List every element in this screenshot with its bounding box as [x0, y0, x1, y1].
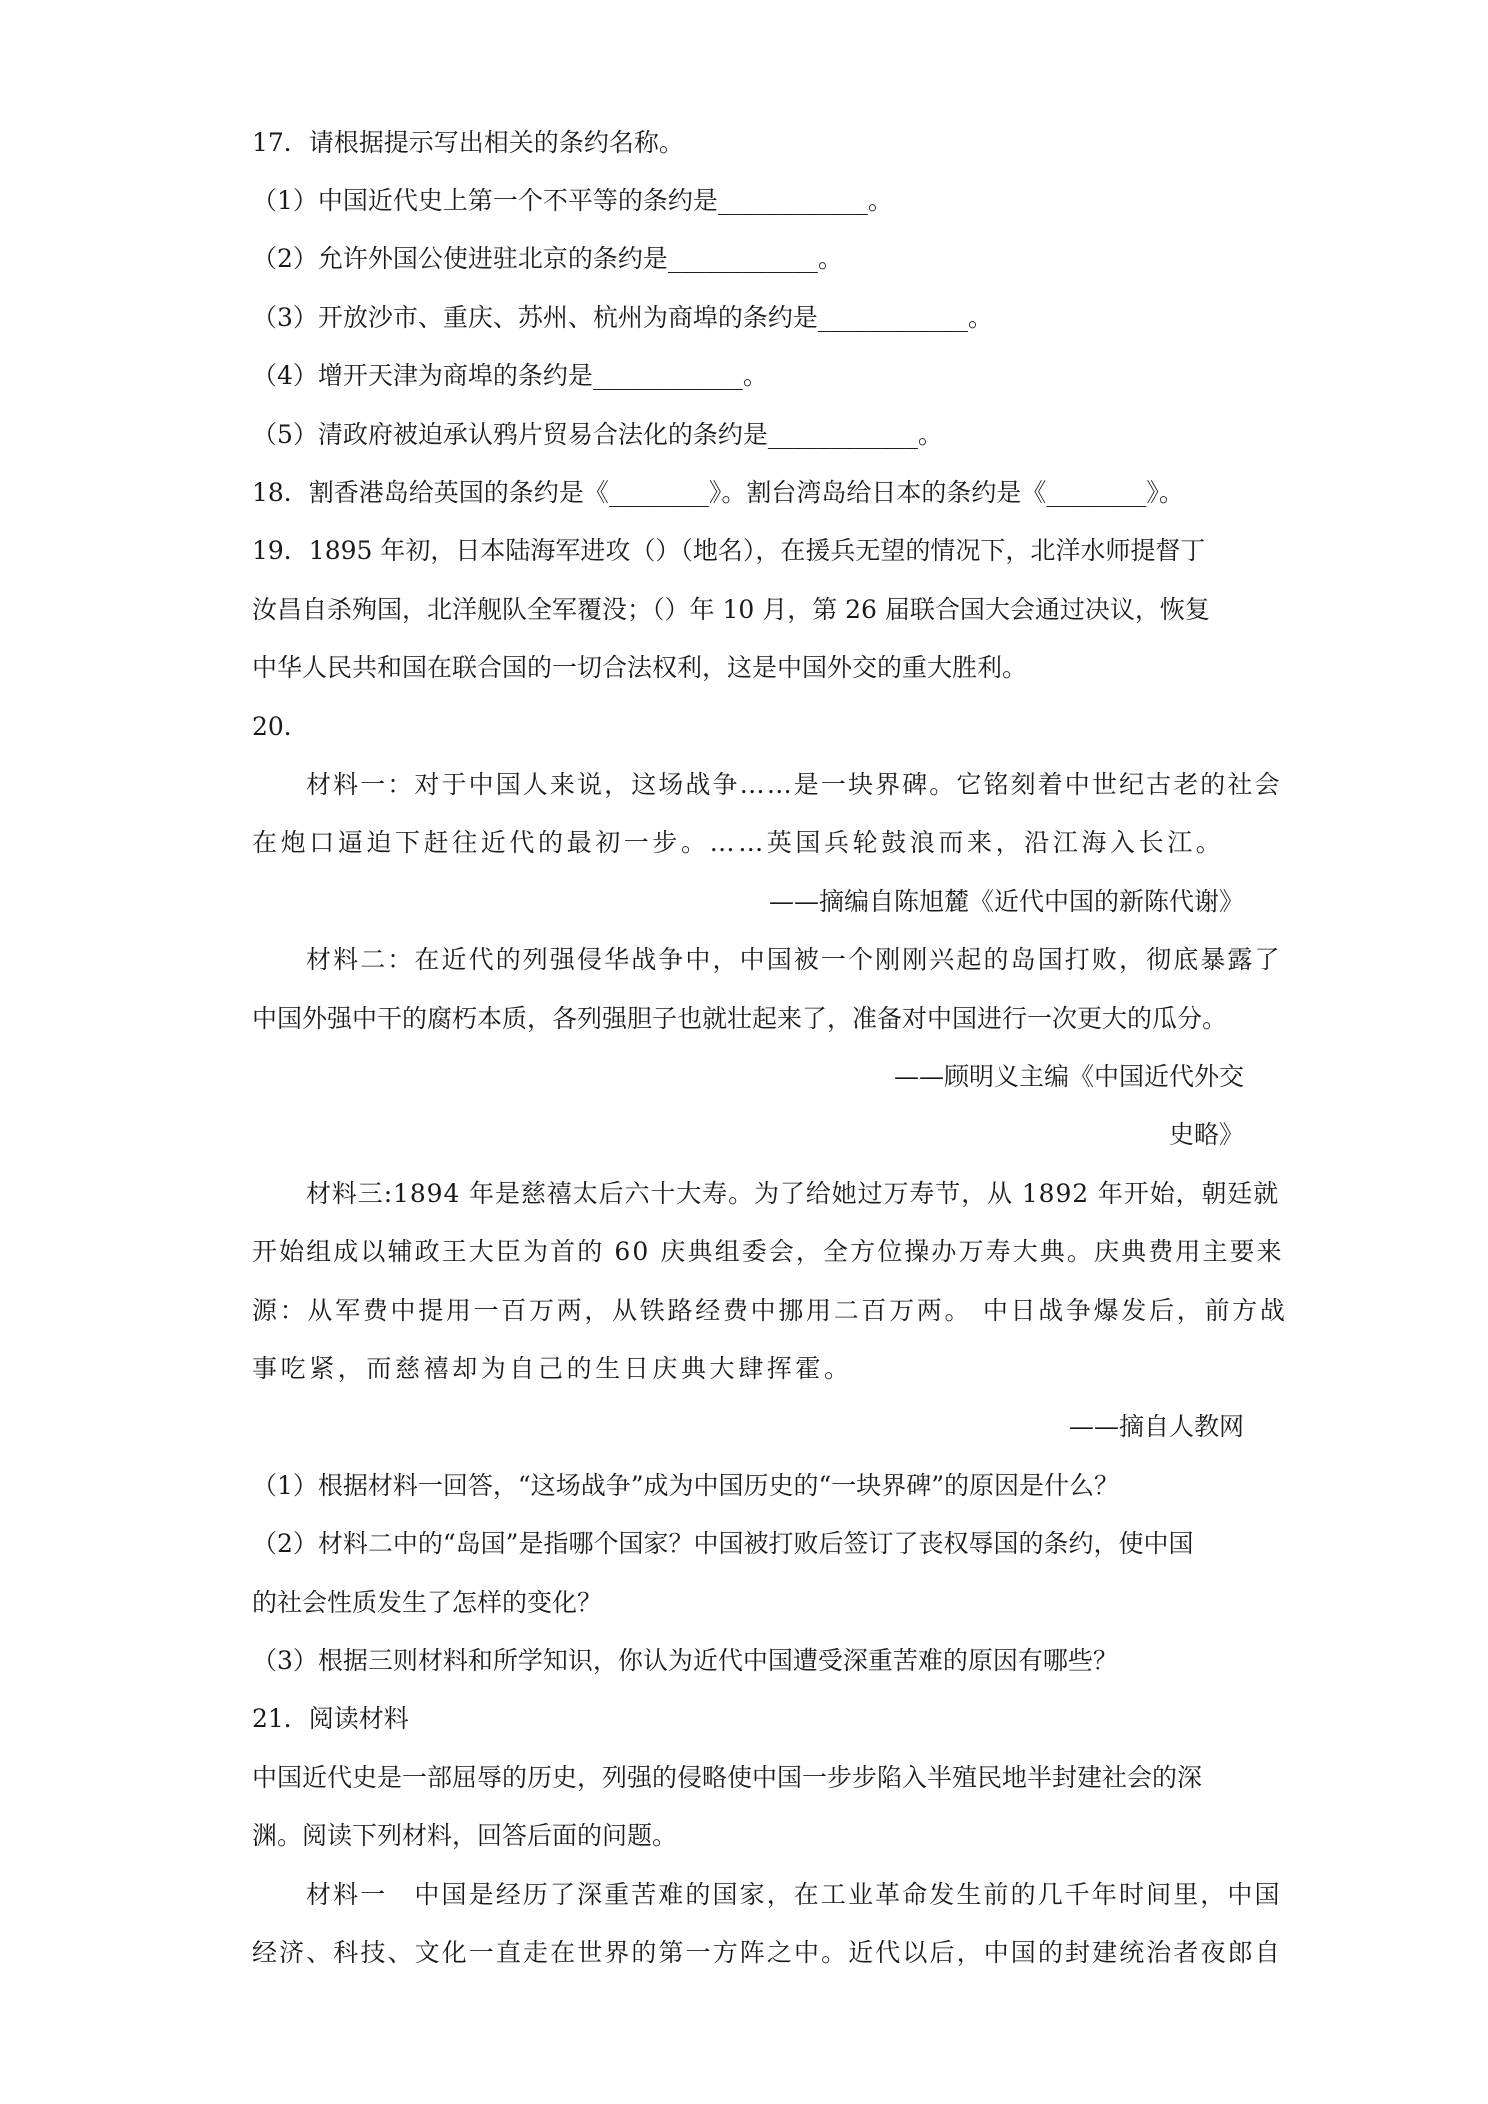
q19-line-2: 汝昌自杀殉国，北洋舰队全军覆没；（）年 10 月，第 26 届联合国大会通过决议，恢复: [252, 595, 1210, 624]
q17-item-4: （4）增开天津为商埠的条约是____________。: [252, 361, 768, 390]
material-3-line-2: 开始组成以辅政王大臣为首的 60 庆典组委会，全方位操办万寿大典。庆典费用主要来: [252, 1237, 1284, 1266]
q19-line-1: 19．1895 年初，日本陆海军进攻（）（地名），在援兵无望的情况下，北洋水师提督丁: [252, 536, 1206, 565]
material-2-source: ——顾明义主编《中国近代外交: [893, 1062, 1244, 1091]
material-3-source: ——摘自人教网: [1068, 1412, 1244, 1441]
q20-sub-1: （1）根据材料一回答，“这场战争”成为中国历史的“一块界碑”的原因是什么？: [252, 1471, 1120, 1500]
material-2-line-1: 材料二：在近代的列强侵华战争中，中国被一个刚刚兴起的岛国打败，彻底暴露了: [306, 945, 1282, 974]
material-2-source-cont: 史略》: [1168, 1120, 1244, 1149]
q17-item-2: （2）允许外国公使进驻北京的条约是____________。: [252, 244, 843, 273]
q17-item-1: （1）中国近代史上第一个不平等的条约是____________。: [252, 186, 893, 215]
q17-item-3: （3）开放沙市、重庆、苏州、杭州为商埠的条约是____________。: [252, 303, 993, 332]
q20-sub-2-cont: 的社会性质发生了怎样的变化？: [252, 1588, 603, 1617]
material-3-line-3: 源：从军费中提用一百万两，从铁路经费中挪用二百万两。 中日战争爆发后，前方战: [252, 1296, 1288, 1325]
q20-number: 20．: [252, 712, 309, 741]
material-1-source: ——摘编自陈旭麓《近代中国的新陈代谢》: [768, 887, 1244, 916]
material-1-line-2: 在炮口逼迫下赶往近代的最初一步。……英国兵轮鼓浪而来，沿江海入长江。: [252, 828, 1225, 857]
q20-sub-3: （3）根据三则材料和所学知识，你认为近代中国遭受深重苦难的原因有哪些？: [252, 1646, 1118, 1675]
q19-line-3: 中华人民共和国在联合国的一切合法权利，这是中国外交的重大胜利。: [252, 653, 1028, 682]
material-2-line-2: 中国外强中干的腐朽本质，各列强胆子也就壮起来了，准备对中国进行一次更大的瓜分。: [252, 1004, 1228, 1033]
q20-sub-2: （2）材料二中的“岛国”是指哪个国家？中国被打败后签订了丧权辱国的条约，使中国: [252, 1529, 1194, 1558]
q21-intro-line-2: 渊。阅读下列材料，回答后面的问题。: [252, 1821, 678, 1850]
q17-stem: 17．请根据提示写出相关的条约名称。: [252, 128, 684, 157]
q18-stem: 18．割香港岛给英国的条约是《________》。割台湾岛给日本的条约是《________》。: [252, 478, 1184, 507]
q21-intro-line-1: 中国近代史是一部屈辱的历史，列强的侵略使中国一步步陷入半殖民地半封建社会的深: [252, 1763, 1203, 1792]
q21-stem: 21．阅读材料: [252, 1704, 409, 1733]
q21-material-1-line-2: 经济、科技、文化一直走在世界的第一方阵之中。近代以后，中国的封建统治者夜郎自: [252, 1938, 1282, 1967]
q17-item-5: （5）清政府被迫承认鸦片贸易合法化的条约是____________。: [252, 420, 943, 449]
material-1-line-1: 材料一：对于中国人来说，这场战争……是一块界碑。它铭刻着中世纪古老的社会: [306, 770, 1282, 799]
material-3-line-4: 事吃紧，而慈禧却为自己的生日庆典大肆挥霍。: [252, 1354, 853, 1383]
q21-material-1-line-1: 材料一 中国是经历了深重苦难的国家，在工业革命发生前的几千年时间里，中国: [306, 1880, 1282, 1909]
material-3-line-1: 材料三:1894 年是慈禧太后六十大寿。为了给她过万寿节，从 1892 年开始，朝廷就: [306, 1179, 1280, 1208]
